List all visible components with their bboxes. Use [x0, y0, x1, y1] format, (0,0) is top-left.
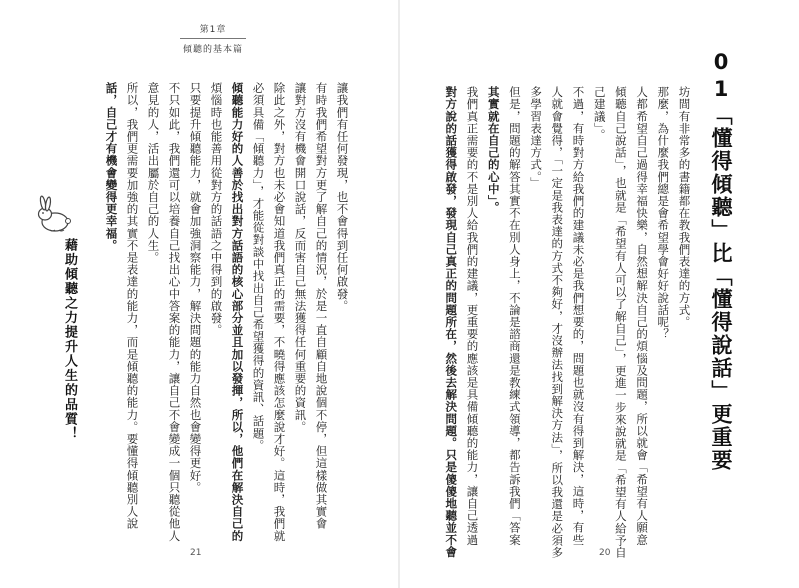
left-page-text-column: 讓對方沒有機會開口說話，反而害自己無法獲得任何重要的資訊。 — [293, 82, 308, 433]
chapter-number: 第1章 — [199, 25, 227, 35]
page-number-left: 21 — [190, 548, 202, 558]
left-page-text-column: 有時我們希望對方更了解自己的情況，於是一直自顧自地說個不停，但這樣做其實會 — [314, 82, 329, 530]
chapter-name: 傾聽的基本篇 — [182, 45, 243, 55]
section-number: 01 — [709, 50, 733, 104]
left-page-text-column: 煩惱時也能善用從對方的話語之中得到的啟發。 — [209, 82, 224, 337]
left-page-text-column: 傾聽能力好的人善於找出對方話語的核心部分並且加以發揮，所以，他們在解決自己的 — [230, 82, 245, 542]
right-page-text-column: 人就會覺得，「一定是我表達的方式不夠好，才沒辦法找到解決方法」，所以我還是必須多 — [550, 86, 565, 559]
right-page-text-column: 那麼，為什麼我們總是會希望學會好好說話呢？ — [656, 86, 671, 341]
right-page-text-column: 多學習表達方式。」 — [529, 86, 544, 190]
right-page-text-column: 其實就在自己的心中」。 — [486, 86, 501, 214]
page-number-right: 20 — [599, 548, 611, 558]
right-page-text-column: 人都希望自己過得幸福快樂，自然想解決自己的煩惱及問題，所以就會「希望有人願意 — [635, 86, 650, 546]
left-page-text-column: 不只如此，我們還可以培養自己找出心中答案的能力，讓自己不會變成一個只聽從他人 — [167, 82, 182, 542]
left-page-text-column: 話，自己才有機會變得更幸福。 — [104, 82, 119, 252]
right-page-text-column: 己建議」。 — [592, 86, 607, 141]
left-page-text-column: 所以，我們更需要加強的其實不是表達的能力，而是傾聽的能力。要懂得傾聽別人說 — [125, 82, 140, 530]
left-page-text-column: 讓我們有任何發現，也不會得到任何啟發。 — [335, 82, 350, 312]
chapter-header — [178, 22, 248, 55]
section-title-text: 「懂得傾聽」比「懂得說話」更重要 — [709, 104, 733, 472]
right-page-text-column: 傾聽自己說話」，也就是「希望有人可以了解自己」，更進一步來說就是「希望有人給予自 — [613, 86, 628, 559]
right-page-text-column: 不過，有時對方給我們的建議未必是我們想要的，問題也就沒有得到解決，這時，有些 — [571, 86, 586, 546]
right-page-text-column: 但是，問題的解答其實不在別人身上，不論是諮商還是教練式領導，都告訴我們「答案 — [507, 86, 522, 546]
right-page-text-column: 坊間有非常多的書籍都在教我們表達的方式。 — [677, 86, 692, 328]
section-title — [706, 50, 736, 472]
right-page-text-column: 我們真正需要的不是別人給我們的建議，更重要的應該是具備傾聽的能力，讓自己透過 — [465, 86, 480, 546]
left-page-text-column: 必須具備「傾聽力」，才能從對談中找出自己希望獲得的資訊、話題。 — [251, 82, 266, 452]
left-page-text-column: 意見的人，活出屬於自己的人生。 — [146, 82, 161, 264]
right-page-text-column: 對方說的話獲得啟發，發現自己真正的問題所在，然後去解決問題。只是傻傻地聽並不會 — [444, 86, 459, 558]
left-page-text-column: 除此之外，對方也未必會知道我們真正的需要，不曉得應該怎麼說才好。這時，我們就 — [272, 82, 287, 542]
left-page-text-column: 只要提升傾聽能力，就會加強洞察能力，解決問題的能力自然也會變得更好。 — [188, 82, 203, 494]
chapter-divider — [180, 38, 246, 39]
callout-text: 藉助傾聽之力提升人生的品質！ — [62, 238, 77, 441]
rabbit-illustration-icon — [32, 192, 76, 236]
